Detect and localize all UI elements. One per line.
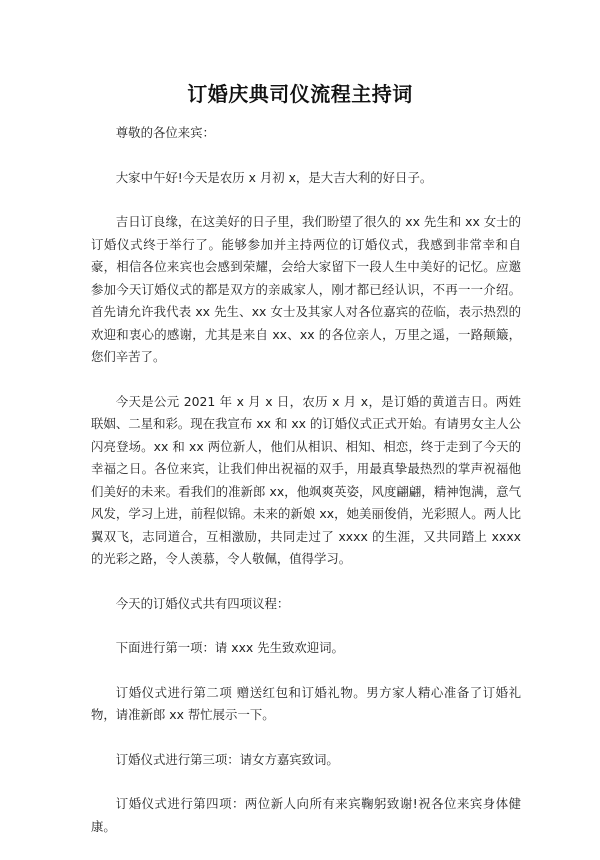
paragraph-agenda-item-1: 下面进行第一项：请 xxx 先生致欢迎词。 — [115, 640, 344, 655]
paragraph-greeting: 大家中午好!今天是农历 x 月初 x，是大吉大利的好日子。 — [115, 169, 433, 185]
paragraph-agenda-intro: 今天的订婚仪式共有四项议程： — [115, 595, 290, 611]
document-body — [91, 122, 521, 860]
paragraph-agenda-item-4: 订婚仪式进行第四项：两位新人向所有来宾鞠躬致谢!祝各位来宾身体健康。 — [91, 796, 521, 834]
paragraph-opening: 吉日订良缘，在这美好的日子里，我们盼望了很久的 xx 先生和 xx 女士的订婚仪式终于举行了。能够参加并主持两位的订婚仪式，我感到非常幸和自豪，相信各位来宾也会感到荣耀，会给大家留下一段人生中美好的记忆。应邀参加今天订婚仪式的都是双方的亲戚家人，刚才都已经认识，不再一一介绍。首先请允许我代表 xx 先生、xx 女士及其家人对各位嘉宾的莅临，表示热烈的欢迎和衷心的感谢，尤其是来自 xx、xx 的各位亲人，万里之遥，一路颠簸，您们辛苦了。 — [91, 214, 521, 364]
paragraph-agenda-item-3: 订婚仪式进行第三项：请女方嘉宾致词。 — [115, 751, 339, 767]
paragraph-announcement: 今天是公元 2021 年 x 月 x 日，农历 x 月 x，是订婚的黄道吉日。两姓联姻、二星和彩。现在我宣布 xx 和 xx 的订婚仪式正式开始。有请男女主人公闪亮登场。xx 和 xx 两位新人，他们从相识、相知、相恋，终于走到了今天的幸福之日。各位来宾，让我们伸出祝福的双手，用最真挚最热烈的掌声祝福他们美好的未来。看我们的准新郎 xx，他飒爽英姿，风度翩翩，精神饱满，意气风发，学习上进，前程似锦。未来的新娘 xx，她美丽俊俏，光彩照人。两人比翼双飞，志同道合，互相激励，共同走过了 xxxx 的生涯，又共同踏上 xxxx 的光彩之路，令人羡慕，令人敬佩，值得学习。 — [91, 393, 521, 566]
document-title: 订婚庆典司仪流程主持词 — [187, 82, 413, 106]
paragraph-agenda-item-2: 订婚仪式进行第二项 赠送红包和订婚礼物。男方家人精心准备了订婚礼物，请准新郎 xx 帮忙展示一下。 — [91, 684, 521, 722]
paragraph-salutation: 尊敬的各位来宾： — [115, 125, 215, 140]
